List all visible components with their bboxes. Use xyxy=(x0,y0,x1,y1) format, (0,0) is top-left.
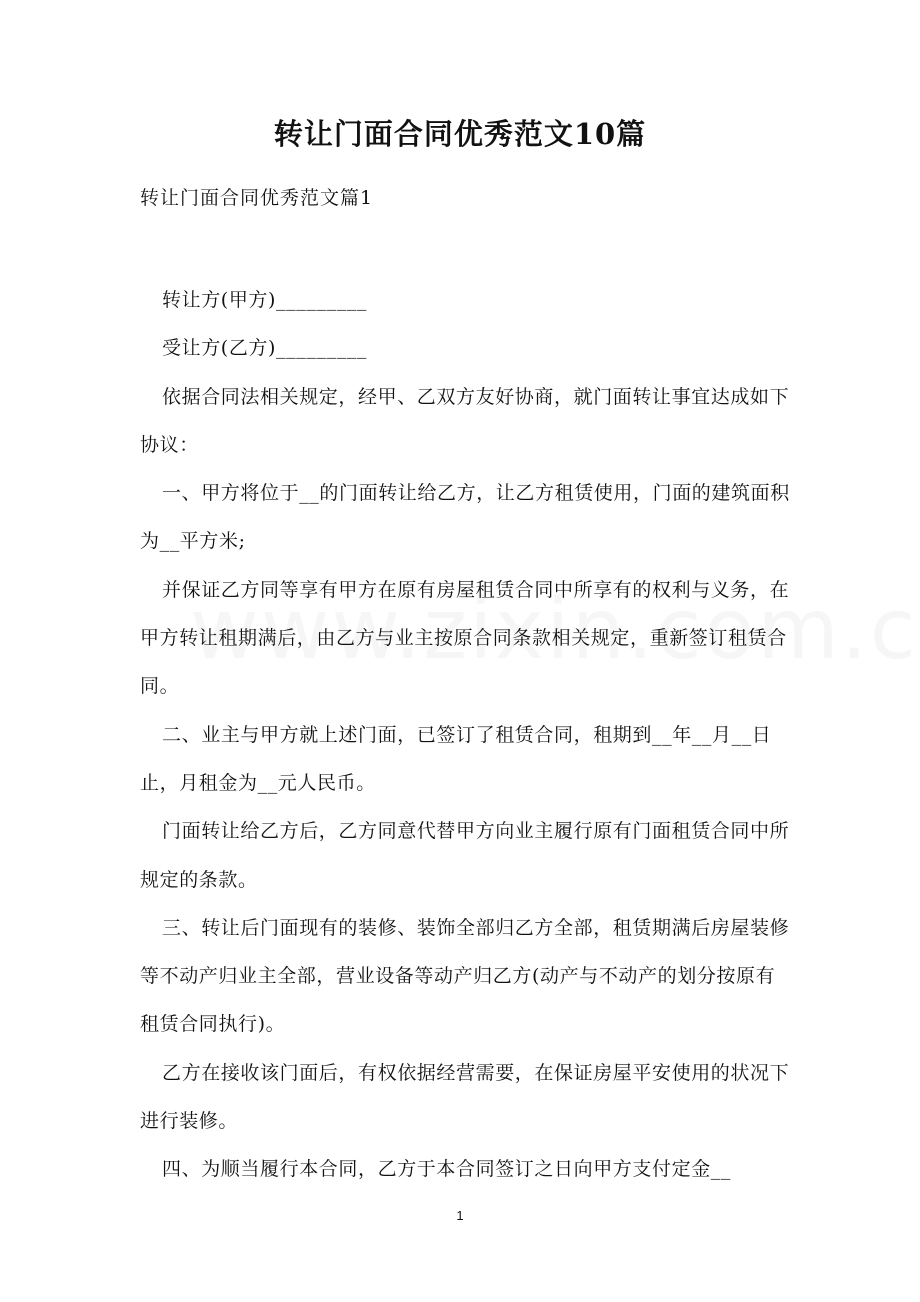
paragraph-clause-1: 一、甲方将位于__的门面转让给乙方，让乙方租赁使用，门面的建筑面积为__平方米; xyxy=(140,482,790,553)
document-title: 转让门面合同优秀范文10篇 xyxy=(273,117,647,151)
paragraph-transferee: 受让方(乙方)_________ xyxy=(162,337,367,360)
paragraph-preamble: 依据合同法相关规定，经甲、乙双方友好协商，就门面转让事宜达成如下协议： xyxy=(140,385,790,456)
document-body xyxy=(140,276,790,1194)
paragraph-clause-3: 三、转让后门面现有的装修、装饰全部归乙方全部，租赁期满后房屋装修等不动产归业主全部，营业设备等动产归乙方(动产与不动产的划分按原有租赁合同执行)。 xyxy=(140,916,790,1036)
paragraph-clause-4: 四、为顺当履行本合同，乙方于本合同签订之日向甲方支付定金__ xyxy=(162,1158,732,1181)
paragraph-clause-1-rights: 并保证乙方同等享有甲方在原有房屋租赁合同中所享有的权利与义务，在甲方转让租期满后，由乙方与业主按原合同条款相关规定，重新签订租赁合同。 xyxy=(140,578,790,698)
paragraph-transferor: 转让方(甲方)_________ xyxy=(162,289,367,311)
section-heading: 转让门面合同优秀范文篇1 xyxy=(140,187,374,209)
paragraph-clause-2-terms: 门面转让给乙方后，乙方同意代替甲方向业主履行原有门面租赁合同中所规定的条款。 xyxy=(140,820,790,891)
paragraph-clause-3-renovation: 乙方在接收该门面后，有权依据经营需要，在保证房屋平安使用的状况下进行装修。 xyxy=(140,1061,790,1133)
paragraph-clause-2: 二、业主与甲方就上述门面，已签订了租赁合同，租期到__年__月__日止，月租金为__元人民币。 xyxy=(140,723,772,794)
page-number: 1 xyxy=(456,1208,464,1223)
